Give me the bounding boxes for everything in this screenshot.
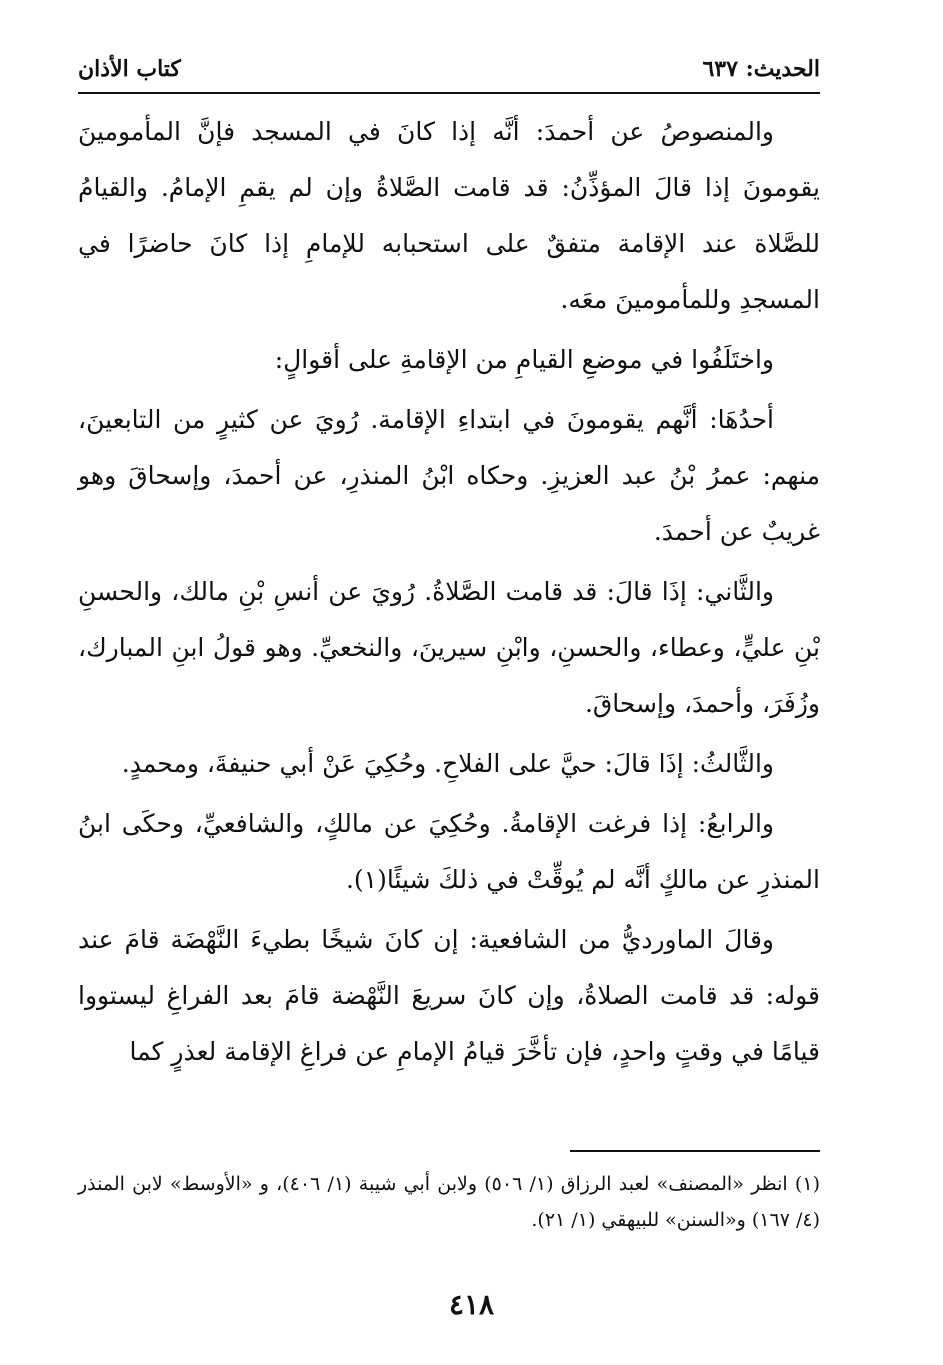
main-text [78, 104, 820, 1084]
book-title: كتاب الأذان [78, 56, 181, 82]
paragraph: واختَلَفُوا في موضعِ القيامِ من الإقامةِ على أقوالٍ: [274, 345, 774, 374]
paragraph: والرابعُ: إذا فرغت الإقامةُ. وحُكِيَ عن مالكٍ، والشافعيِّ، وحكَى ابنُ المنذرِ عن مالكٍ أنَّه لم يُوقِّتْ في ذلكَ شيئًا(١). [78, 809, 820, 894]
footnote [78, 1166, 820, 1238]
footnote-separator [570, 1150, 820, 1152]
paragraph: والثَّالثُ: إذَا قالَ: حيَّ على الفلاحِ. وحُكِيَ عَنْ أبي حنيفةَ، ومحمدٍ. [121, 749, 774, 778]
paragraph: وقالَ الماورديُّ من الشافعية: إن كانَ شيخًا بطيءَ النَّهْضَة قامَ عند قوله: قد قامت الصلاةُ، وإن كانَ سريعَ النَّهْضة قامَ بعد الفراغِ ليستووا قيامًا في وقتٍ واحدٍ، فإن تأخَّرَ قيامُ الإمامِ عن فراغِ الإقامة لعذرٍ كما [78, 925, 820, 1066]
footnote-text: (١) انظر «المصنف» لعبد الرزاق (١/ ٥٠٦) ولابن أبي شيبة (١/ ٤٠٦)، و «الأوسط» لابن المنذر (٤/ ١٦٧) و«السنن» للبيهقي (١/ ٢١). [78, 1173, 820, 1231]
paragraph: أحدُهَا: أنَّهم يقومونَ في ابتداءِ الإقامة. رُويَ عن كثيرٍ من التابعينَ، منهم: عمرُ بْنُ عبد العزيزِ. وحكاه ابْنُ المنذرِ، عن أحمدَ، وإسحاقَ وهو غريبٌ عن أحمدَ. [78, 405, 821, 546]
paragraph: والمنصوصُ عن أحمدَ: أنَّه إذا كانَ في المسجد فإنَّ المأمومينَ يقومونَ إذا قالَ المؤذِّنُ: قد قامت الصَّلاةُ وإن لم يقمِ الإمامُ. والقيامُ للصَّلاة عند الإقامة متفقٌ على استحبابه للإمامِ إذا كانَ حاضرًا في المسجدِ وللمأمومينَ معَه. [78, 117, 821, 314]
running-header [78, 52, 820, 94]
paragraph: والثَّاني: إذَا قالَ: قد قامت الصَّلاةُ. رُويَ عن أنسِ بْنِ مالك، والحسنِ بْنِ عليٍّ، وعطاء، والحسنِ، وابْنِ سيرينَ، والنخعيِّ. وهو قولُ ابنِ المبارك، وزُفَرَ، وأحمدَ، وإسحاقَ. [78, 577, 820, 718]
page-number: ٤١٨ [448, 1288, 495, 1321]
hadith-number: الحديث: ٦٣٧ [702, 56, 820, 82]
